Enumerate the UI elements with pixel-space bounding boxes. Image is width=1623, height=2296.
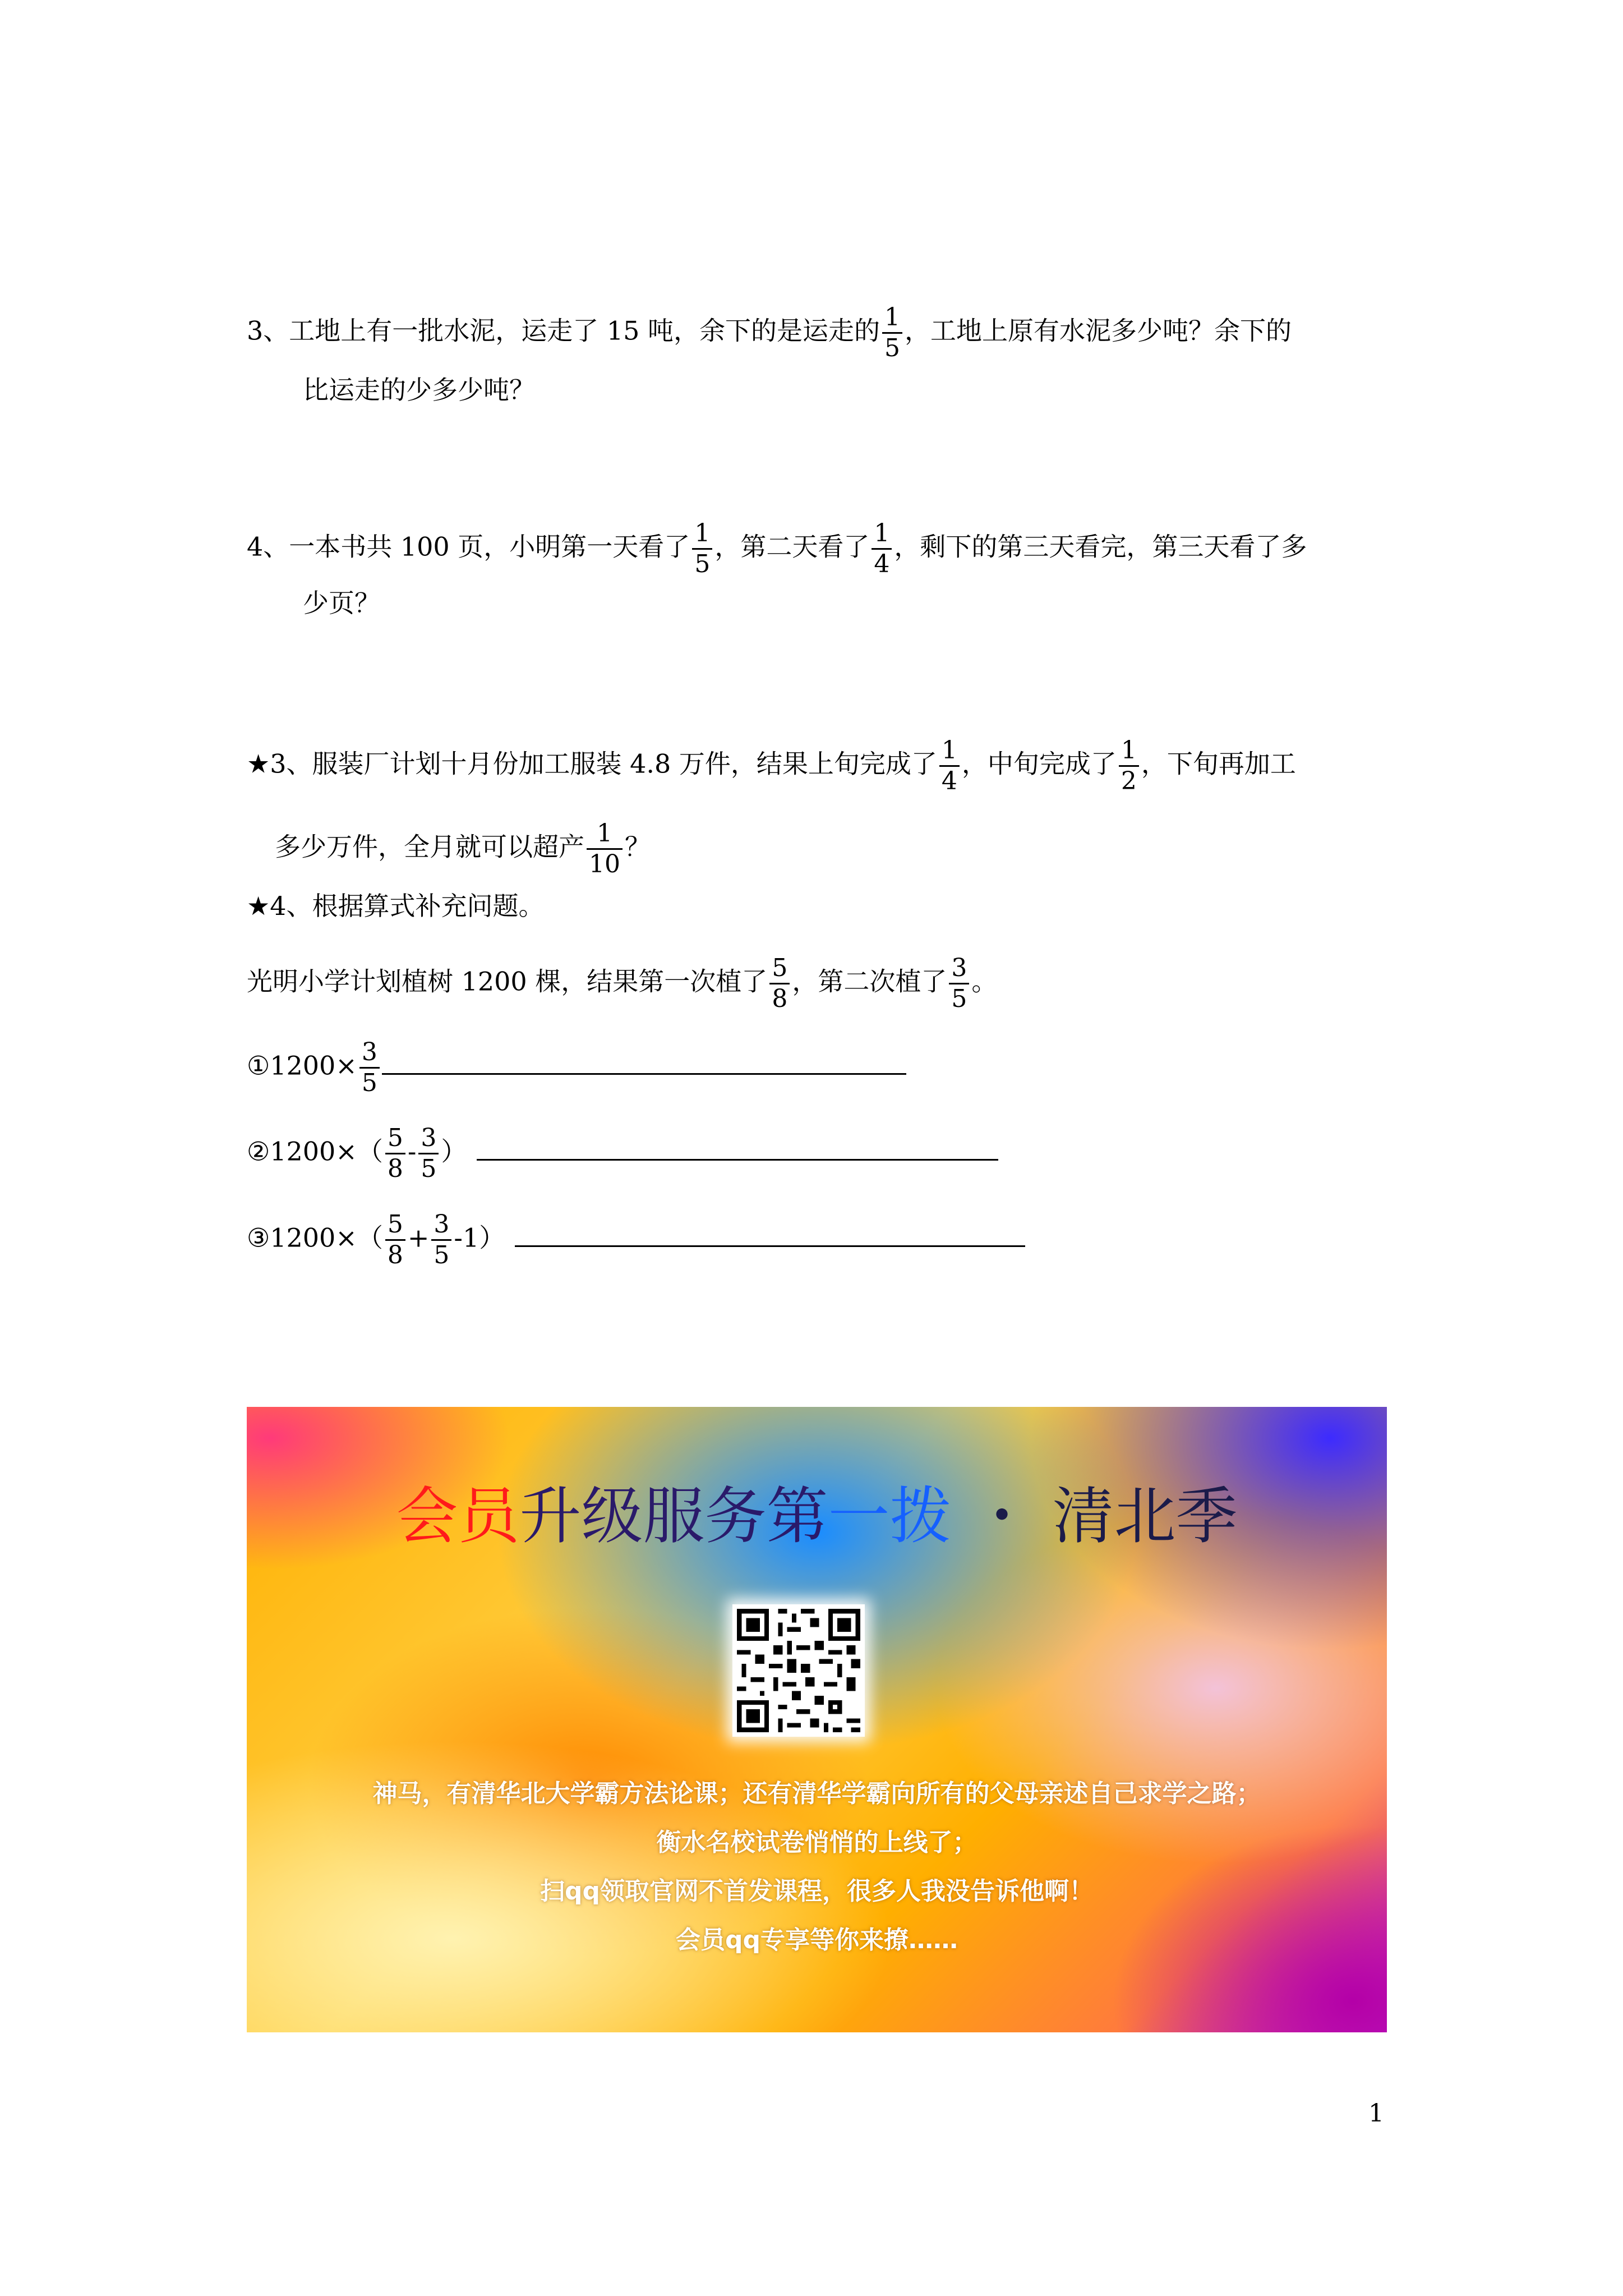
q3-text-a: 3、工地上有一批水泥，运走了 15 吨，余下的是运走的 (247, 315, 880, 346)
s4-context-b: ，第二次植了 (792, 966, 947, 997)
question-3-line-1 (247, 303, 1292, 363)
expr2-operator: - (407, 1136, 417, 1167)
fraction: $\frac{1}{4}$ (872, 519, 892, 579)
expr2-text-a: ②1200×（ (247, 1136, 383, 1167)
q3-text-b: ，工地上原有水泥多少吨？余下的 (905, 315, 1292, 346)
answer-blank-2[interactable] (477, 1137, 998, 1161)
page-number: 1 (1368, 2099, 1384, 2128)
s3-text-b: ，中旬完成了 (961, 748, 1117, 779)
star-question-3-line-2 (275, 819, 651, 879)
expr3-operator: + (407, 1222, 430, 1253)
fraction: $\frac{3}{5}$ (949, 954, 969, 1014)
fraction: $\frac{3}{5}$ (431, 1210, 451, 1270)
star-question-4-context (247, 954, 997, 1014)
promo-banner (247, 1407, 1387, 2032)
fraction: $\frac{3}{5}$ (359, 1038, 380, 1098)
banner-text-line-3: 扫qq领取官网不首发课程，很多人我没告诉他啊！ (540, 1877, 1094, 1906)
banner-text-line-2: 衡水名校试卷悄悄的上线了； (656, 1828, 978, 1857)
fraction: $\frac{5}{8}$ (385, 1210, 405, 1270)
q4-text-c: ，剩下的第三天看完，第三天看了多 (894, 531, 1307, 562)
star-icon: ★ (247, 891, 270, 921)
star-question-3-line-1 (247, 736, 1296, 796)
s3-text-a: 3、服装厂计划十月份加工服装 4.8 万件，结果上旬完成了 (270, 748, 937, 779)
banner-title (247, 1480, 1387, 1553)
q4-text-b: ，第二天看了 (714, 531, 870, 562)
banner-text-line-1: 神马，有清华北大学霸方法论课；还有清华学霸向所有的父母亲述自己求学之路； (372, 1779, 1261, 1808)
expression-1 (247, 1038, 906, 1098)
banner-title-part-2: 升级服务第 (519, 1480, 828, 1552)
qr-code-icon[interactable] (732, 1604, 865, 1737)
banner-text-line-4: 会员qq专享等你来撩…… (676, 1926, 958, 1954)
s4-context-a: 光明小学计划植树 1200 棵，结果第一次植了 (247, 966, 768, 997)
expr3-text-b: -1） (454, 1222, 505, 1253)
question-4-line-1 (247, 519, 1307, 579)
fraction: $\frac{1}{10}$ (587, 819, 623, 879)
fraction: $\frac{5}{8}$ (769, 954, 790, 1014)
banner-title-part-4: ・ 清北季 (951, 1480, 1238, 1552)
s4-context-c: 。 (971, 966, 998, 997)
expression-2 (247, 1124, 998, 1184)
fraction: $\frac{1}{5}$ (882, 303, 902, 363)
fraction: $\frac{5}{8}$ (385, 1124, 405, 1184)
question-3-line-2: 比运走的少多少吨？ (303, 375, 535, 405)
fraction: $\frac{1}{2}$ (1119, 736, 1139, 796)
answer-blank-1[interactable] (382, 1051, 906, 1075)
s3-text-d: 多少万件，全月就可以超产 (275, 831, 584, 862)
s3-text-e: ？ (625, 831, 651, 862)
fraction: $\frac{1}{5}$ (692, 519, 712, 579)
expr1-text: ①1200× (247, 1050, 357, 1081)
star-question-4-title (247, 889, 545, 923)
fraction: $\frac{3}{5}$ (418, 1124, 439, 1184)
question-4-line-2: 少页？ (303, 588, 380, 618)
expression-3 (247, 1210, 1025, 1270)
banner-title-part-3: 一拨 (828, 1480, 952, 1552)
star-icon: ★ (247, 748, 270, 779)
expr2-text-b: ） (441, 1136, 467, 1167)
s4-title: 4、根据算式补充问题。 (270, 891, 545, 921)
qr-code-graphic (732, 1604, 865, 1737)
banner-title-part-1: 会员 (396, 1480, 520, 1552)
answer-blank-3[interactable] (515, 1223, 1025, 1247)
fraction: $\frac{1}{4}$ (939, 736, 960, 796)
q4-text-a: 4、一本书共 100 页，小明第一天看了 (247, 531, 690, 562)
s3-text-c: ，下旬再加工 (1141, 748, 1296, 779)
expr3-text-a: ③1200×（ (247, 1222, 383, 1253)
